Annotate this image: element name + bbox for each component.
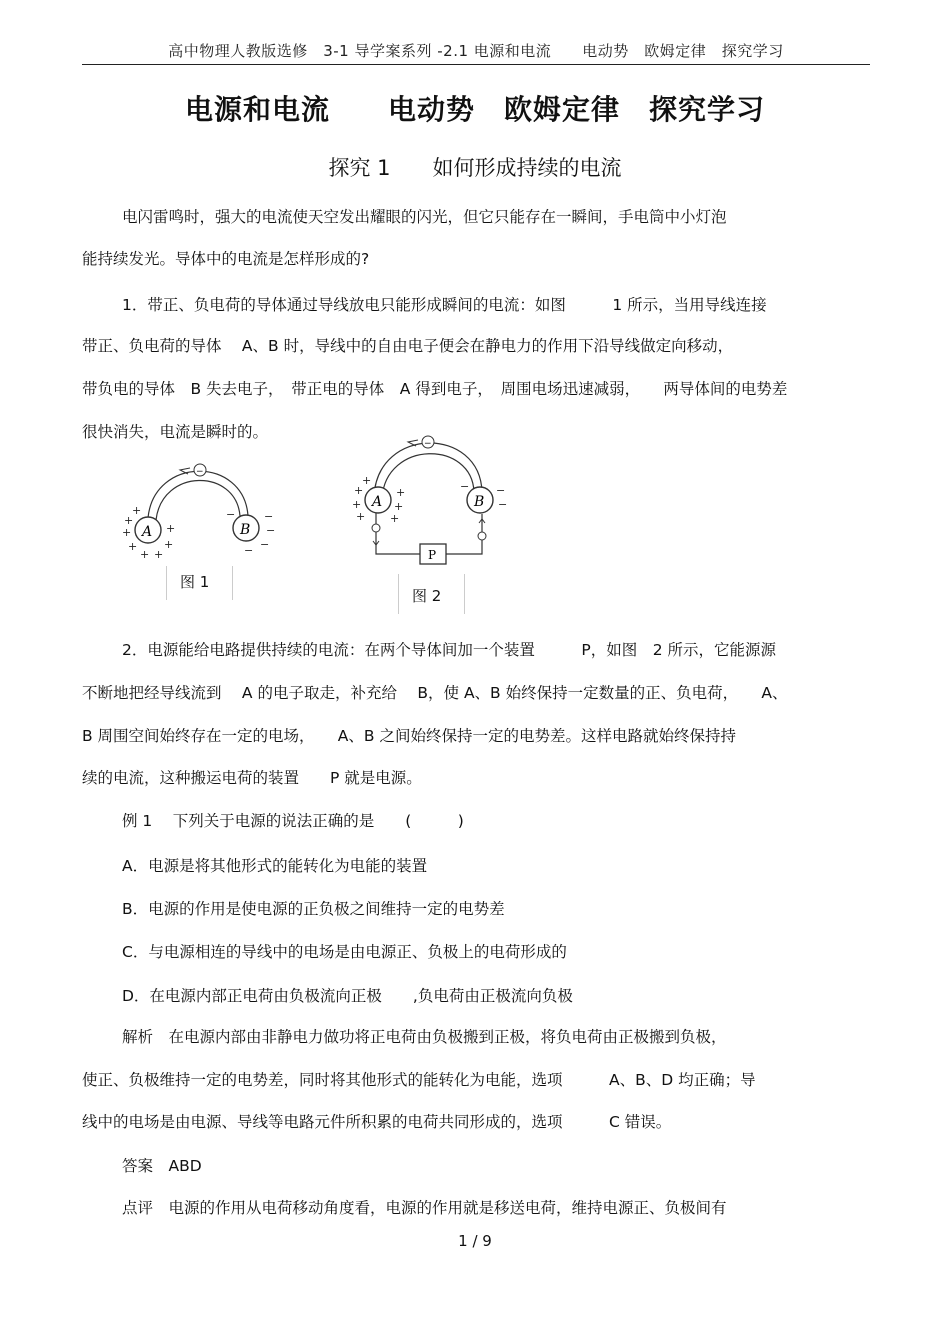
svg-text:−: −	[226, 508, 236, 521]
fig2-electron-sign: −	[424, 439, 432, 449]
answer-line: 答案 ABD	[122, 1157, 202, 1175]
label-a: A	[142, 524, 153, 540]
option-a: A．电源是将其他形式的能转化为电能的装置	[122, 857, 428, 875]
svg-text:+: +	[362, 474, 372, 487]
comment-line: 点评 电源的作用从电荷移动角度看，电源的作用就是移送电荷，维持电源正、负极间有	[122, 1199, 727, 1217]
analysis-line: 线中的电场是由电源、导线等电路元件所积累的电荷共同形成的，选项 C 错误。	[82, 1113, 672, 1131]
section-subtitle: 探究 1 如何形成持续的电流	[328, 156, 622, 180]
svg-text:+: +	[124, 514, 134, 527]
paragraph-line: 电闪雷鸣时，强大的电流使天空发出耀眼的闪光，但它只能存在一瞬间，手电筒中小灯泡	[122, 208, 727, 226]
analysis-line: 解析 在电源内部由非静电力做功将正电荷由负极搬到正极，将负电荷由正极搬到负极，	[122, 1028, 727, 1046]
paragraph-line: 不断地把经导线流到 A 的电子取走，补充给 B，使 A、B 始终保持一定数量的正、负电荷， A、	[82, 684, 788, 702]
paragraph-line: 能持续发光。导体中的电流是怎样形成的?	[82, 250, 370, 268]
paragraph-line: 带正、负电荷的导体 A、B 时，导线中的自由电子便会在静电力的作用下沿导线做定向移动，	[82, 337, 734, 355]
page-title: 电源和电流 电动势 欧姆定律 探究学习	[184, 93, 765, 126]
page-number: 1 / 9	[458, 1232, 492, 1250]
label-a: A	[372, 494, 383, 510]
svg-text:+: +	[390, 512, 400, 525]
svg-text:+: +	[356, 510, 366, 523]
svg-text:−: −	[460, 480, 470, 493]
paragraph-line: B 周围空间始终存在一定的电场， A、B 之间始终保持一定的电势差。这样电路就始终保持持	[82, 727, 736, 745]
svg-text:−: −	[498, 498, 508, 511]
option-b: B．电源的作用是使电源的正负极之间维持一定的电势差	[122, 900, 505, 918]
figure-2-diagram	[350, 430, 510, 570]
svg-text:+: +	[164, 538, 174, 551]
svg-text:+: +	[128, 540, 138, 553]
svg-text:+: +	[396, 486, 406, 499]
figure-2-caption: 图 2	[412, 587, 442, 605]
fig2-electron-right	[478, 532, 486, 540]
svg-text:+: +	[140, 548, 150, 561]
paragraph-line: 1．带正、负电荷的导体通过导线放电只能形成瞬间的电流：如图 1 所示，当用导线连接	[122, 296, 767, 314]
paragraph-line: 2．电源能给电路提供持续的电流：在两个导体间加一个装置 P，如图 2 所示，它能源源	[122, 641, 777, 659]
svg-text:+: +	[166, 522, 176, 535]
svg-text:+: +	[394, 500, 404, 513]
option-d: D．在电源内部正电荷由负极流向正极 ,负电荷由正极流向负极	[122, 987, 573, 1005]
fig2-electron-left	[372, 524, 380, 532]
paragraph-line: 续的电流，这种搬运电荷的装置 P 就是电源。	[82, 769, 422, 787]
svg-text:+: +	[354, 484, 364, 497]
svg-text:−: −	[496, 484, 506, 497]
svg-text:+: +	[132, 504, 142, 517]
figure-1-caption: 图 1	[180, 573, 210, 591]
fig1-electron-sign: −	[196, 467, 204, 477]
svg-text:−: −	[244, 544, 254, 557]
paragraph-line: 很快消失，电流是瞬时的。	[82, 423, 269, 441]
paragraph-line: 带负电的导体 B 失去电子， 带正电的导体 A 得到电子， 周围电场迅速减弱， 两导体间的电势差	[82, 380, 788, 398]
svg-text:−: −	[260, 538, 270, 551]
svg-text:−: −	[266, 524, 276, 537]
running-header: 高中物理人教版选修 3-1 导学案系列 -2.1 电源和电流 电动势 欧姆定律 探究学习	[82, 40, 870, 65]
label-b: B	[240, 522, 251, 538]
svg-text:+: +	[122, 526, 132, 539]
option-c: C．与电源相连的导线中的电场是由电源正、负极上的电荷形成的	[122, 943, 567, 961]
label-b: B	[474, 494, 485, 510]
svg-text:−: −	[264, 510, 274, 523]
svg-text:+: +	[154, 548, 164, 561]
svg-text:+: +	[352, 498, 362, 511]
figure-1-diagram	[118, 458, 280, 570]
label-p: P	[428, 548, 437, 562]
example-stem: 例 1 下列关于电源的说法正确的是 ( )	[122, 812, 464, 830]
analysis-line: 使正、负极维持一定的电势差，同时将其他形式的能转化为电能，选项 A、B、D 均正确；导	[82, 1071, 756, 1089]
